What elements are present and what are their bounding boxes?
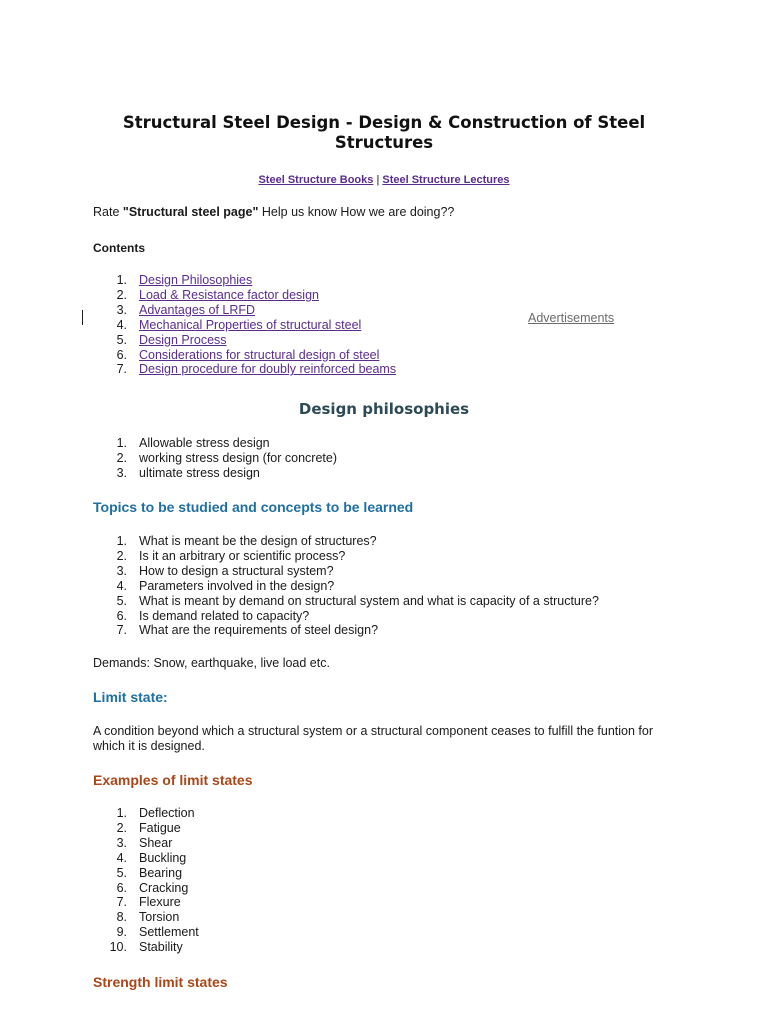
top-links [0, 173, 768, 187]
design-philosophies-list [93, 436, 337, 481]
toc-link[interactable]: Design Process [139, 332, 227, 347]
text-cursor [82, 310, 83, 325]
list-item: 5. What is meant by demand on structural system and what is capacity of a structure? [116, 593, 599, 608]
toc-item: 5. Design Process [116, 332, 227, 347]
list-item: 6. Is demand related to capacity? [116, 608, 310, 623]
list-item: 9. Settlement [116, 925, 199, 940]
limit-state-definition: A condition beyond which a structural system or a structural component ceases to fulfill the funtion for which it is designed. [93, 724, 654, 753]
list-item: 5. Bearing [116, 865, 183, 880]
list-item: 3. ultimate stress design [116, 465, 260, 480]
list-item: 4. Buckling [116, 850, 187, 865]
toc-item: 4. Mechanical Properties of structural steel [116, 317, 362, 332]
toc-item: 7. Design procedure for doubly reinforced beams [116, 362, 397, 377]
rate-page-name: "Structural steel page" [122, 205, 259, 219]
toc-link[interactable]: Design procedure for doubly reinforced beams [139, 362, 397, 377]
toc-link[interactable]: Design Philosophies [139, 273, 253, 287]
contents-heading: Contents [93, 241, 145, 255]
books-link[interactable]: Steel Structure Books [258, 174, 374, 186]
topics-heading: Topics to be studied and concepts to be learned [93, 499, 414, 515]
link-separator: | [376, 174, 380, 186]
topics-list [93, 534, 599, 638]
list-item: 2. Is it an arbitrary or scientific process? [116, 548, 346, 563]
list-item: 7. What are the requirements of steel design? [116, 623, 379, 638]
toc-link[interactable]: Load & Resistance factor design [139, 287, 319, 302]
toc-link[interactable]: Considerations for structural design of steel [139, 347, 380, 362]
limit-state-heading: Limit state: [93, 689, 168, 705]
toc-item: 2. Load & Resistance factor design [116, 287, 319, 302]
list-item: 10. Stability [109, 940, 183, 955]
page-title: Structural Steel Design - Design & Construction of Steel Structures [122, 113, 646, 152]
list-item: 3. How to design a structural system? [116, 563, 334, 578]
list-item: 1. Allowable stress design [116, 436, 270, 450]
list-item: 3. Shear [116, 835, 173, 850]
table-of-contents [93, 273, 396, 377]
list-item: 2. working stress design (for concrete) [116, 450, 337, 465]
list-item: 1. What is meant be the design of structures? [116, 534, 377, 548]
toc-link[interactable]: Advantages of LRFD [139, 302, 256, 317]
list-item: 4. Parameters involved in the design? [116, 578, 335, 593]
examples-heading: Examples of limit states [93, 772, 253, 788]
list-item: 8. Torsion [116, 910, 180, 925]
rate-suffix: Help us know How we are doing?? [261, 205, 455, 219]
list-item: 2. Fatigue [116, 820, 181, 835]
design-philosophies-heading: Design philosophies [298, 400, 470, 418]
strength-limit-states-heading: Strength limit states [93, 974, 228, 990]
toc-item: 3. Advantages of LRFD [116, 302, 256, 317]
toc-item: 1. Design Philosophies [116, 273, 253, 287]
rate-line [93, 205, 454, 220]
rate-prefix: Rate [93, 205, 120, 219]
list-item: 7. Flexure [116, 895, 181, 910]
list-item: 6. Cracking [116, 880, 189, 895]
examples-list [93, 806, 199, 955]
toc-item: 6. Considerations for structural design of steel [116, 347, 380, 362]
toc-link[interactable]: Mechanical Properties of structural steel [139, 317, 362, 332]
list-item: 1. Deflection [116, 806, 195, 820]
advertisements-link[interactable]: Advertisements [528, 311, 615, 325]
lectures-link[interactable]: Steel Structure Lectures [382, 174, 510, 186]
demands-text: Demands: Snow, earthquake, live load etc. [93, 656, 330, 670]
